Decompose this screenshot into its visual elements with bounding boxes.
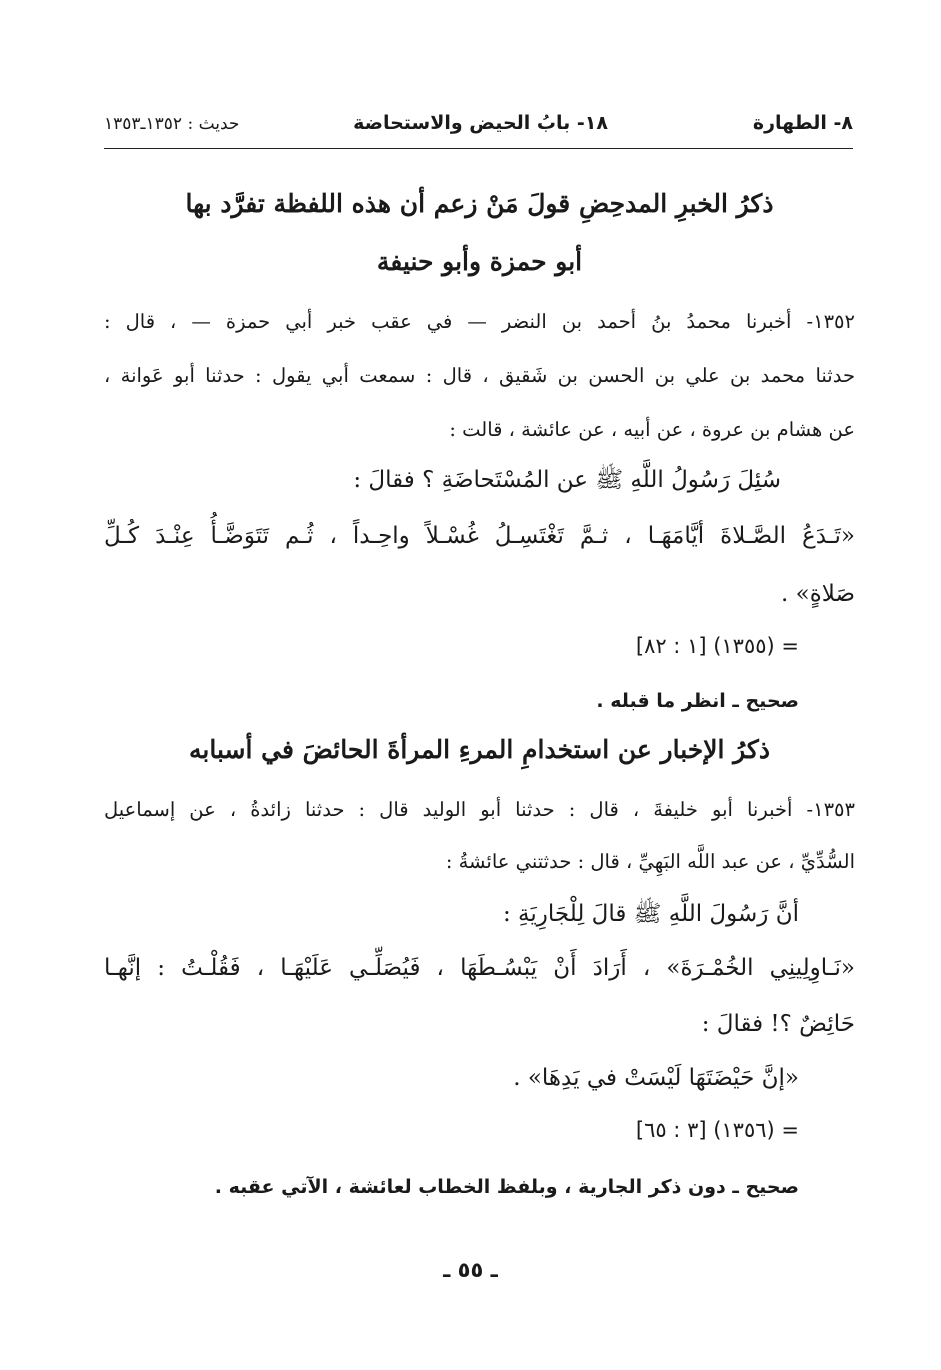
chapter-title: ٨- الطهارة xyxy=(752,112,853,134)
matn-line: «نَـاوِلِينِي الخُمْـرَةَ» ، أَرَادَ أَنْ يَبْسُـطَهَا ، فَيُصَلِّـي عَلَيْهَـا ، فَقُلْـتُ : إنَّهـا xyxy=(104,955,855,981)
section-heading: ذكرُ الخبرِ المدحِضِ قولَ مَنْ زعم أن هذه اللفظة تفرَّد بها xyxy=(185,189,774,218)
isnad-line: ١٣٥٢- أخبرنا محمدُ بنُ أحمد بن النضر — في عقب خبر أبي حمزة — ، قال : xyxy=(104,310,855,333)
section-heading: ذكرُ الإخبار عن استخدامِ المرءِ المرأةَ الحائضَ في أسبابه xyxy=(189,735,770,764)
hadith-grading: صحيح ـ دون ذكر الجارية ، وبلفظ الخطاب لعائشة ، الآتي عقبه . xyxy=(214,1176,799,1198)
cross-reference: = (١٣٥٥) [١ : ٨٢] xyxy=(635,634,799,658)
cross-reference: = (١٣٥٦) [٣ : ٦٥] xyxy=(635,1118,799,1142)
matn-line: «تَـدَعُ الصَّـلاةَ أيَّامَهَـا ، ثـمَّ تَغْتَسِـلُ غُسْـلاً واحِـداً ، ثُـم تَتَوَضَّـأُ عِنْـدَ كُـلِّ xyxy=(104,523,855,549)
page-number: ـ ٥٥ ـ xyxy=(443,1258,498,1282)
isnad-line: عن هشام بن عروة ، عن أبيه ، عن عائشة ، قالت : xyxy=(449,418,855,441)
matn-line: حَائِضٌ ؟! فقالَ : xyxy=(701,1011,855,1037)
matn-line: أنَّ رَسُولَ اللَّهِ ﷺ قالَ لِلْجَارِيَةِ : xyxy=(502,901,799,927)
section-title: ١٨- بابُ الحيض والاستحاضة xyxy=(353,112,608,134)
isnad-line: حدثنا محمد بن علي بن الحسن بن شَقيق ، قال : سمعت أبي يقول : حدثنا أبو عَوانة ، xyxy=(104,364,855,387)
section-heading-continued: أبو حمزة وأبو حنيفة xyxy=(376,247,583,276)
hadith-range: حديث : ١٣٥٢ـ١٣٥٣ xyxy=(104,114,240,134)
running-header xyxy=(104,108,853,149)
matn-line: «إنَّ حَيْضَتَهَا لَيْسَتْ في يَدِهَا» . xyxy=(513,1065,799,1091)
isnad-line: ١٣٥٣- أخبرنا أبو خليفةَ ، قال : حدثنا أبو الوليد قال : حدثنا زائدةُ ، عن إسماعيل xyxy=(104,798,855,821)
hadith-grading: صحيح ـ انظر ما قبله . xyxy=(596,690,799,712)
matn-line: صَلاةٍ» . xyxy=(781,581,855,607)
matn-line: سُئِلَ رَسُولُ اللَّهِ ﷺ عن المُسْتَحاضَةِ ؟ فقالَ : xyxy=(353,467,781,493)
isnad-line: السُّدِّيِّ ، عن عبد اللَّه البَهِيِّ ، قال : حدثتني عائشةُ : xyxy=(445,850,855,873)
